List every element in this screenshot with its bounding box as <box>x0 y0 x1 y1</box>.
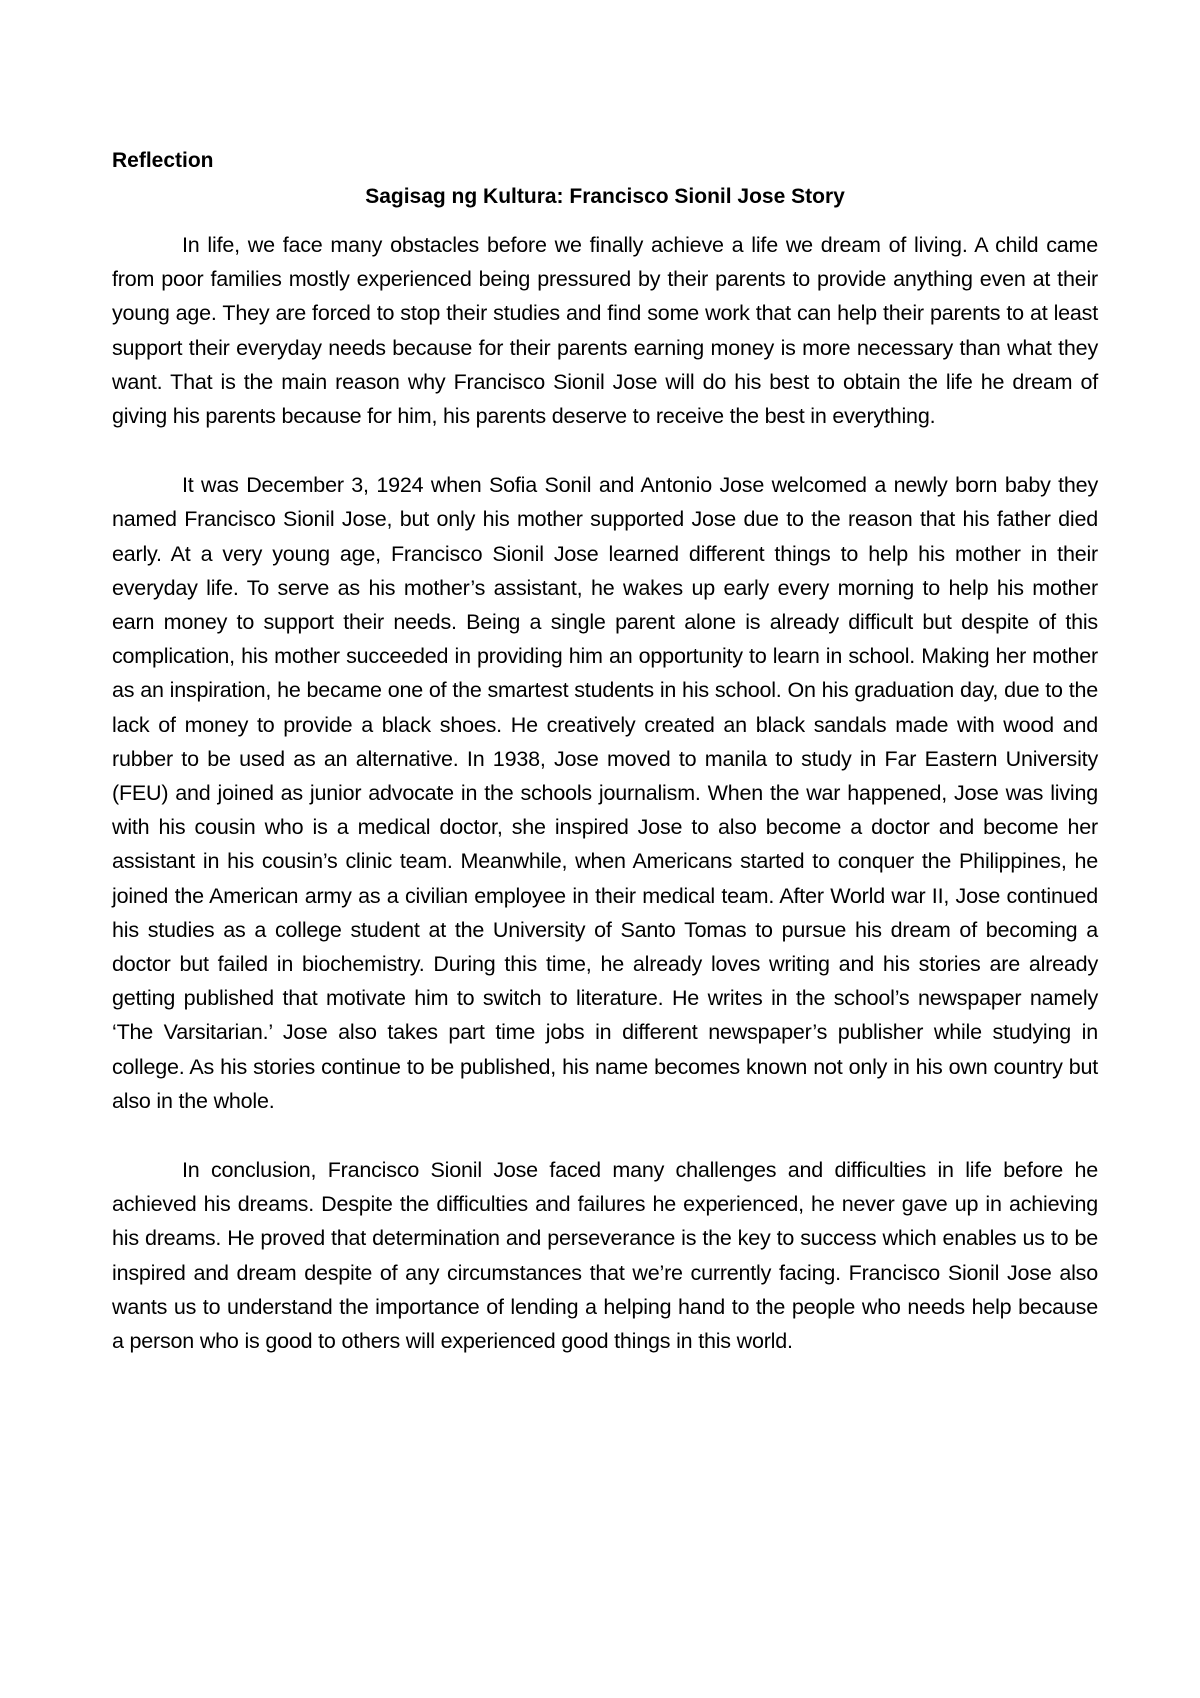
document-title: Sagisag ng Kultura: Francisco Sionil Jose Story <box>365 185 845 208</box>
paragraph-conclusion: In conclusion, Francisco Sionil Jose faced many challenges and difficulties in life before he achieved his dreams. Despite the difficulties and failures he experienced, he never gave up in achieving his dreams. He proved that determination and perseverance is the key to success which enables us to be inspired and dream despite of any circumstances that we’re currently facing. Francisco Sionil Jose also wants us to understand the importance of lending a helping hand to the people who needs help because a person who is good to others will experienced good things in this world. <box>112 1158 1098 1354</box>
paragraph-biography: It was December 3, 1924 when Sofia Sonil and Antonio Jose welcomed a newly born baby they named Francisco Sionil Jose, but only his mother supported Jose due to the reason that his father died early. At a very young age, Francisco Sionil Jose learned different things to help his mother in their everyday life. To serve as his mother’s assistant, he wakes up early every morning to help his mother earn money to support their needs. Being a single parent alone is already difficult but despite of this complication, his mother succeeded in providing him an opportunity to learn in school. Making her mother as an inspiration, he became one of the smartest students in his school. On his graduation day, due to the lack of money to provide a black shoes. He creatively created an black sandals made with wood and rubber to be used as an alternative. In 1938, Jose moved to manila to study in Far Eastern University (FEU) and joined as junior advocate in the schools journalism. When the war happened, Jose was living with his cousin who is a medical doctor, she inspired Jose to also become a doctor and become her assistant in his cousin’s clinic team. Meanwhile, when Americans started to conquer the Philippines, he joined the American army as a civilian employee in their medical team. After World war II, Jose continued his studies as a college student at the University of Santo Tomas to pursue his dream of becoming a doctor but failed in biochemistry. During this time, he already loves writing and his stories are already getting published that motivate him to switch to literature. He writes in the school’s newspaper namely ‘The Varsitarian.’ Jose also takes part time jobs in different newspaper’s publisher while studying in college. As his stories continue to be published, his name becomes known not only in his own country but also in the whole. <box>112 473 1098 1113</box>
document-heading: Reflection <box>112 149 214 172</box>
paragraph-introduction: In life, we face many obstacles before we finally achieve a life we dream of living. A child came from poor families mostly experienced being pressured by their parents to provide anything even at their young age. They are forced to stop their studies and find some work that can help their parents to at least support their everyday needs because for their parents earning money is more necessary than what they want. That is the main reason why Francisco Sionil Jose will do his best to obtain the life he dream of giving his parents because for him, his parents deserve to receive the best in everything. <box>112 233 1098 429</box>
document-body <box>112 146 1098 1393</box>
